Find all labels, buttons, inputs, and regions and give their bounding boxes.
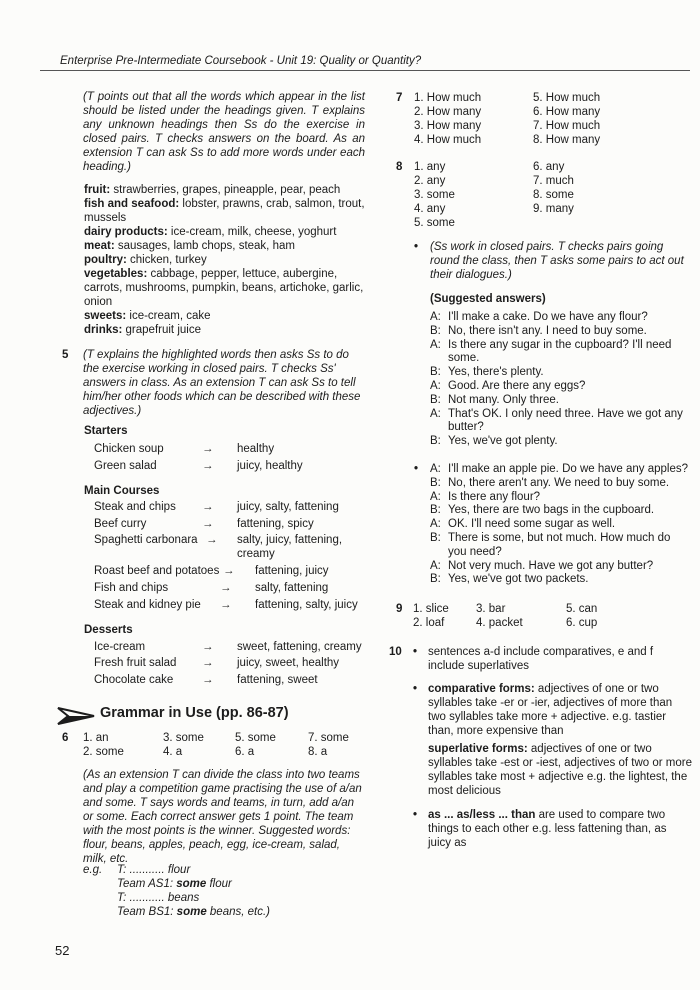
exercise-8-number: 8: [396, 161, 403, 173]
answer: 1. slice: [413, 603, 449, 615]
eg-line: Team BS1: some beans, etc.): [117, 906, 271, 918]
exercise-10-number: 10: [389, 646, 402, 658]
comparative-forms: comparative forms: adjectives of one or two syllables take -er or -ier, adjectives of more than two syllables take more + adjective. e.g. tastier than, more expensive than: [428, 683, 673, 737]
dish: Steak and kidney pie: [94, 599, 201, 611]
dialogue-line: [430, 393, 695, 407]
arrow-icon: →: [202, 460, 214, 472]
answer: 5. can: [566, 603, 598, 615]
answer: 4. any: [414, 203, 446, 215]
answer: 6. any: [533, 161, 565, 173]
dialogue-line: [430, 545, 695, 559]
answer: 6. a: [235, 746, 255, 758]
page-header: Enterprise Pre-Intermediate Coursebook - Unit 19: Quality or Quantity?: [60, 55, 422, 67]
dish-adjectives-cont: creamy: [237, 548, 275, 560]
dish: Chicken soup: [94, 443, 164, 455]
eg-label: e.g.: [83, 864, 103, 876]
exercise-10-first: sentences a-d include comparatives, e and f include superlatives: [428, 646, 654, 672]
arrow-icon: →: [202, 657, 214, 669]
food-sweets: sweets: ice-cream, cake: [84, 310, 211, 322]
header-rule: [40, 70, 690, 71]
dish: Ice-cream: [94, 641, 146, 653]
answer: 5. some: [414, 217, 455, 229]
suggested-answers-heading: (Suggested answers): [430, 293, 546, 305]
answer: 6. cup: [566, 617, 598, 629]
eg-line: T: ........... beans: [117, 892, 200, 904]
dialogue-1: [430, 310, 695, 448]
dialogue-line: [430, 310, 695, 324]
exercise-9-number: 9: [396, 603, 403, 615]
dish: Fresh fruit salad: [94, 657, 177, 669]
speaker: B:: [430, 366, 441, 379]
dialogue-text: I'll make an apple pie. Do we have any apples?: [448, 463, 689, 475]
answer: 5. some: [235, 732, 276, 744]
dish-adjectives: fattening, salty, juicy: [255, 599, 358, 611]
desserts-heading: Desserts: [84, 624, 133, 636]
dialogue-text: some.: [448, 352, 480, 365]
bullet: •: [413, 683, 418, 695]
dialogue-text: I'll make a cake. Do we have any flour?: [448, 311, 648, 323]
dialogue-line: [430, 324, 695, 338]
dish-adjectives: juicy, salty, fattening: [237, 501, 339, 513]
answer: 7. much: [533, 175, 574, 187]
bullet: •: [414, 463, 419, 475]
arrow-icon: →: [202, 443, 214, 455]
dish: Fish and chips: [94, 582, 169, 594]
exercise-5-intro: (T explains the highlighted words then asks Ss to do the exercise working in closed pairs. T checks Ss' answers in class. As an extension T can ask Ss to tell him/her other foods which can be described with these adjectives.): [83, 349, 361, 417]
arrow-icon: →: [220, 582, 232, 594]
dialogue-line: [430, 407, 695, 421]
dialogue-line: [430, 476, 695, 490]
answer: 1. any: [414, 161, 446, 173]
dialogue-line: [430, 559, 695, 573]
answer: 4. a: [163, 746, 183, 758]
answer: 3. some: [414, 189, 455, 201]
speaker: B:: [430, 435, 441, 448]
dish-adjectives: healthy: [237, 443, 275, 455]
dish: Spaghetti carbonara: [94, 534, 198, 546]
dialogue-text: Yes, we've got plenty.: [448, 435, 558, 448]
dialogue-line: [430, 351, 695, 365]
eg-line: Team AS1: some flour: [117, 878, 232, 890]
answer: 3. bar: [476, 603, 506, 615]
arrow-icon: →: [220, 599, 232, 611]
exercise-5-number: 5: [62, 349, 69, 361]
dish-adjectives: juicy, sweet, healthy: [237, 657, 340, 669]
exercise-6-number: 6: [62, 732, 69, 744]
answer: 8. a: [308, 746, 328, 758]
food-drinks: drinks: grapefruit juice: [84, 324, 201, 336]
food-fish: fish and seafood: lobster, prawns, crab, salmon, trout, mussels: [84, 198, 365, 224]
food-poultry: poultry: chicken, turkey: [84, 254, 207, 266]
dialogue-2: [430, 462, 695, 586]
speaker: A:: [430, 490, 441, 503]
food-categories: [84, 183, 366, 337]
dialogue-line: [430, 503, 695, 517]
arrow-icon: →: [206, 534, 218, 546]
main-courses-heading: Main Courses: [84, 485, 160, 497]
speaker: A:: [430, 379, 441, 392]
arrow-icon: →: [202, 501, 214, 513]
dish: Green salad: [94, 460, 157, 472]
exercise-8-note: (Ss work in closed pairs. T checks pairs going round the class, then T asks some pairs to act out their dialogues.): [430, 241, 684, 281]
dialogue-line: [430, 490, 695, 504]
dialogue-text: Is there any sugar in the cupboard? I'll need: [448, 338, 672, 351]
answer: 8. How many: [533, 134, 601, 146]
dialogue-text: Not very much. Have we got any butter?: [448, 559, 654, 572]
speaker: A:: [430, 463, 441, 475]
dialogue-line: [430, 517, 695, 531]
answer: 7. How much: [533, 120, 601, 132]
exercise-4-intro: (T points out that all the words which appear in the list should be listed under the headings given. T explains any unknown headings then Ss do the exercise in closed pairs. T checks answers on the board. As an extension T can ask Ss to add more words under each heading.): [83, 91, 365, 173]
answer: 6. How many: [533, 106, 601, 118]
dialogue-text: OK. I'll need some sugar as well.: [448, 518, 616, 531]
dialogue-text: No, there isn't any. I need to buy some.: [448, 324, 647, 337]
dish-adjectives: fattening, sweet: [237, 674, 318, 686]
food-meat: meat: sausages, lamb chops, steak, ham: [84, 240, 295, 252]
dialogue-line: [430, 462, 695, 476]
exercise-6-extension: (As an extension T can divide the class into two teams and play a competition game practising the use of a/an and some. T says words and teams, in turn, add a/an or some. Each correct answer gets 1 point. The team with the most points is the winner. Suggested words: flour, beans, apples, peach, egg, ice-cream, salad, milk, etc.: [83, 769, 362, 865]
speaker: B:: [430, 476, 441, 489]
food-fruit: fruit: strawberries, grapes, pineapple, pear, peach: [84, 184, 341, 196]
dialogue-line: [430, 338, 695, 352]
dialogue-text: That's OK. I only need three. Have we got any: [448, 407, 683, 420]
bullet: •: [413, 646, 418, 658]
dish-adjectives: salty, fattening: [255, 582, 329, 594]
answer: 2. any: [414, 175, 446, 187]
dish-adjectives: juicy, healthy: [237, 460, 303, 472]
dialogue-line: [430, 531, 695, 545]
food-dairy: dairy products: ice-cream, milk, cheese, yoghurt: [84, 226, 337, 238]
answer: 1. an: [83, 732, 109, 744]
dialogue-text: Yes, there are two bags in the cupboard.: [448, 504, 655, 517]
dialogue-line: [430, 420, 695, 434]
answer: 5. How much: [533, 92, 601, 104]
answer: 1. How much: [414, 92, 482, 104]
dish: Beef curry: [94, 518, 147, 530]
answer: 2. How many: [414, 106, 482, 118]
dialogue-line: [430, 379, 695, 393]
answer: 3. How many: [414, 120, 482, 132]
dish: Steak and chips: [94, 501, 176, 513]
starters-heading: Starters: [84, 425, 128, 437]
answer: 7. some: [308, 732, 349, 744]
dialogue-line: [430, 572, 695, 586]
speaker: A:: [430, 407, 441, 420]
answer: 2. some: [83, 746, 124, 758]
dish-adjectives: salty, juicy, fattening,: [237, 534, 343, 546]
dialogue-line: [430, 365, 695, 379]
speaker: B:: [430, 531, 441, 544]
dialogue-text: butter?: [448, 421, 484, 434]
dialogue-line: [430, 434, 695, 448]
arrow-icon: →: [223, 565, 235, 577]
speaker: B:: [430, 324, 441, 337]
speaker: B:: [430, 573, 441, 586]
bullet: •: [414, 241, 419, 253]
dialogue-text: There is some, but not much. How much do: [448, 531, 671, 544]
answer: 8. some: [533, 189, 574, 201]
page-number: 52: [55, 943, 70, 958]
pointer-arrow-icon: [56, 704, 96, 728]
food-vegetables: vegetables: cabbage, pepper, lettuce, aubergine, carrots, mushrooms, pumpkin, beans, artichoke, garlic, onion: [84, 268, 364, 308]
arrow-icon: →: [202, 674, 214, 686]
answer: 4. packet: [476, 617, 523, 629]
arrow-icon: →: [202, 518, 214, 530]
bullet: •: [413, 809, 418, 821]
as-as-less-than: as ... as/less ... than are used to compare two things to each other e.g. less fattening than, as juicy as: [428, 809, 667, 849]
arrow-icon: →: [202, 641, 214, 653]
speaker: A:: [430, 311, 441, 323]
dialogue-text: Not many. Only three.: [448, 393, 559, 406]
speaker: A:: [430, 518, 441, 531]
eg-line: T: ........... flour: [117, 864, 191, 876]
dialogue-text: Yes, we've got two packets.: [448, 573, 589, 586]
speaker: A:: [430, 338, 441, 351]
answer: 9. many: [533, 203, 574, 215]
answer: 3. some: [163, 732, 204, 744]
dialogue-text: Is there any flour?: [448, 490, 541, 503]
exercise-7-number: 7: [396, 92, 403, 104]
dialogue-text: Good. Are there any eggs?: [448, 379, 586, 392]
answer: 4. How much: [414, 134, 482, 146]
dish-adjectives: fattening, spicy: [237, 518, 314, 530]
dish-adjectives: sweet, fattening, creamy: [237, 641, 362, 653]
speaker: B:: [430, 504, 441, 517]
answer: 2. loaf: [413, 617, 445, 629]
dialogue-text: you need?: [448, 545, 502, 558]
dialogue-text: Yes, there's plenty.: [448, 366, 544, 379]
dish: Chocolate cake: [94, 674, 174, 686]
speaker: B:: [430, 393, 441, 406]
dialogue-text: No, there aren't any. We need to buy some.: [448, 476, 670, 489]
dish: Roast beef and potatoes: [94, 565, 220, 577]
dish-adjectives: fattening, juicy: [255, 565, 329, 577]
grammar-in-use-heading: Grammar in Use (pp. 86-87): [100, 705, 289, 721]
speaker: A:: [430, 559, 441, 572]
superlative-forms: superlative forms: adjectives of one or two syllables take -est or -iest, adjectives of two or more syllables take most + adjective e.g. the lightest, the most delicious: [428, 743, 692, 797]
